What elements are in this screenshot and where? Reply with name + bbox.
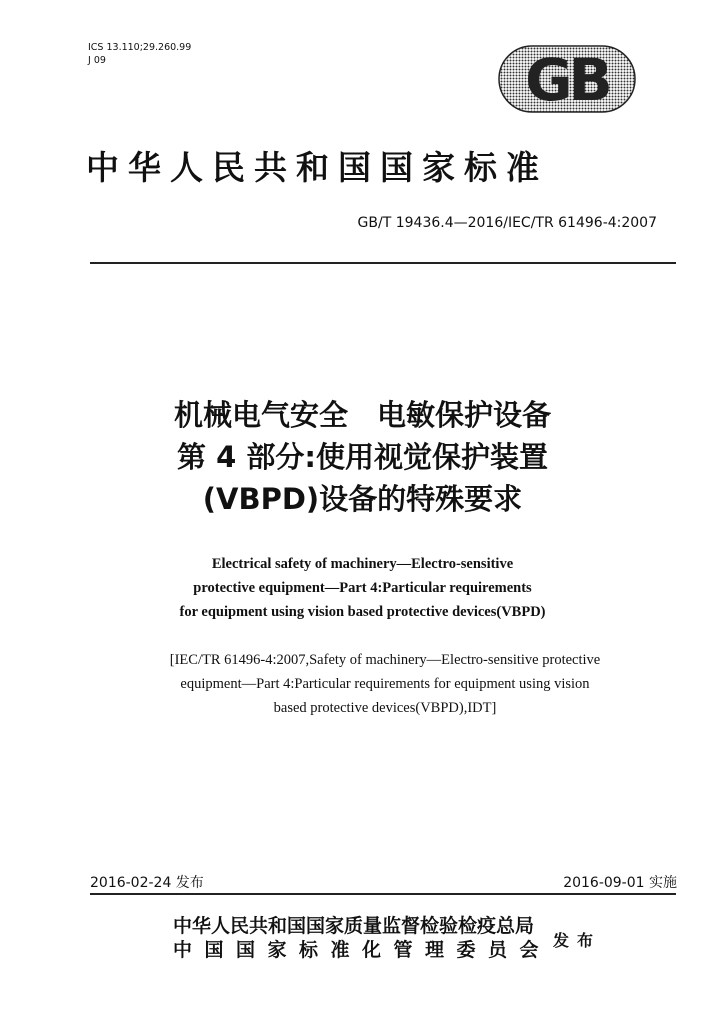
adoption-line-1: [IEC/TR 61496-4:2007,Safety of machinery—Electro-sensitive protective bbox=[169, 652, 601, 668]
english-title-line-1: Electrical safety of machinery—Electro-sensitive bbox=[211, 556, 514, 572]
publish-label: 发布 bbox=[553, 931, 602, 950]
ccs-code: J 09 bbox=[88, 55, 106, 66]
issuing-authorities bbox=[173, 914, 551, 962]
gb-logo-graphic bbox=[497, 44, 637, 114]
adoption-line-2: equipment—Part 4:Particular requirements for equipment using vision bbox=[180, 676, 590, 692]
bottom-divider bbox=[90, 893, 676, 895]
top-divider bbox=[90, 262, 676, 264]
chinese-title-line-1: 机械电气安全 电敏保护设备 bbox=[173, 398, 551, 432]
standard-category-title: 中华人民共和国国家标准 bbox=[86, 148, 548, 187]
gb-logo bbox=[497, 44, 637, 114]
issuer-line-1: 中华人民共和国国家质量监督检验检疫总局 bbox=[173, 915, 535, 937]
english-title-line-3: for equipment using vision based protective devices(VBPD) bbox=[179, 604, 546, 620]
english-title bbox=[0, 552, 725, 624]
adoption-statement bbox=[0, 648, 725, 720]
chinese-title bbox=[0, 394, 725, 520]
classification-codes bbox=[88, 41, 191, 67]
issuer-line-2: 中国国家标准化管理委员会 bbox=[173, 939, 552, 961]
chinese-title-line-3: (VBPD)设备的特殊要求 bbox=[202, 482, 523, 516]
english-title-line-2: protective equipment—Part 4:Particular requirements bbox=[193, 580, 532, 596]
implementation-date: 2016-09-01 实施 bbox=[563, 875, 677, 891]
standard-number: GB/T 19436.4—2016/IEC/TR 61496-4:2007 bbox=[357, 215, 657, 231]
chinese-title-line-2: 第 4 部分:使用视觉保护装置 bbox=[177, 440, 548, 474]
gb-logo-text: GB bbox=[525, 46, 609, 114]
issue-date: 2016-02-24 发布 bbox=[90, 875, 204, 891]
ics-code: ICS 13.110;29.260.99 bbox=[88, 42, 192, 53]
adoption-line-3: based protective devices(VBPD),IDT] bbox=[273, 700, 497, 716]
